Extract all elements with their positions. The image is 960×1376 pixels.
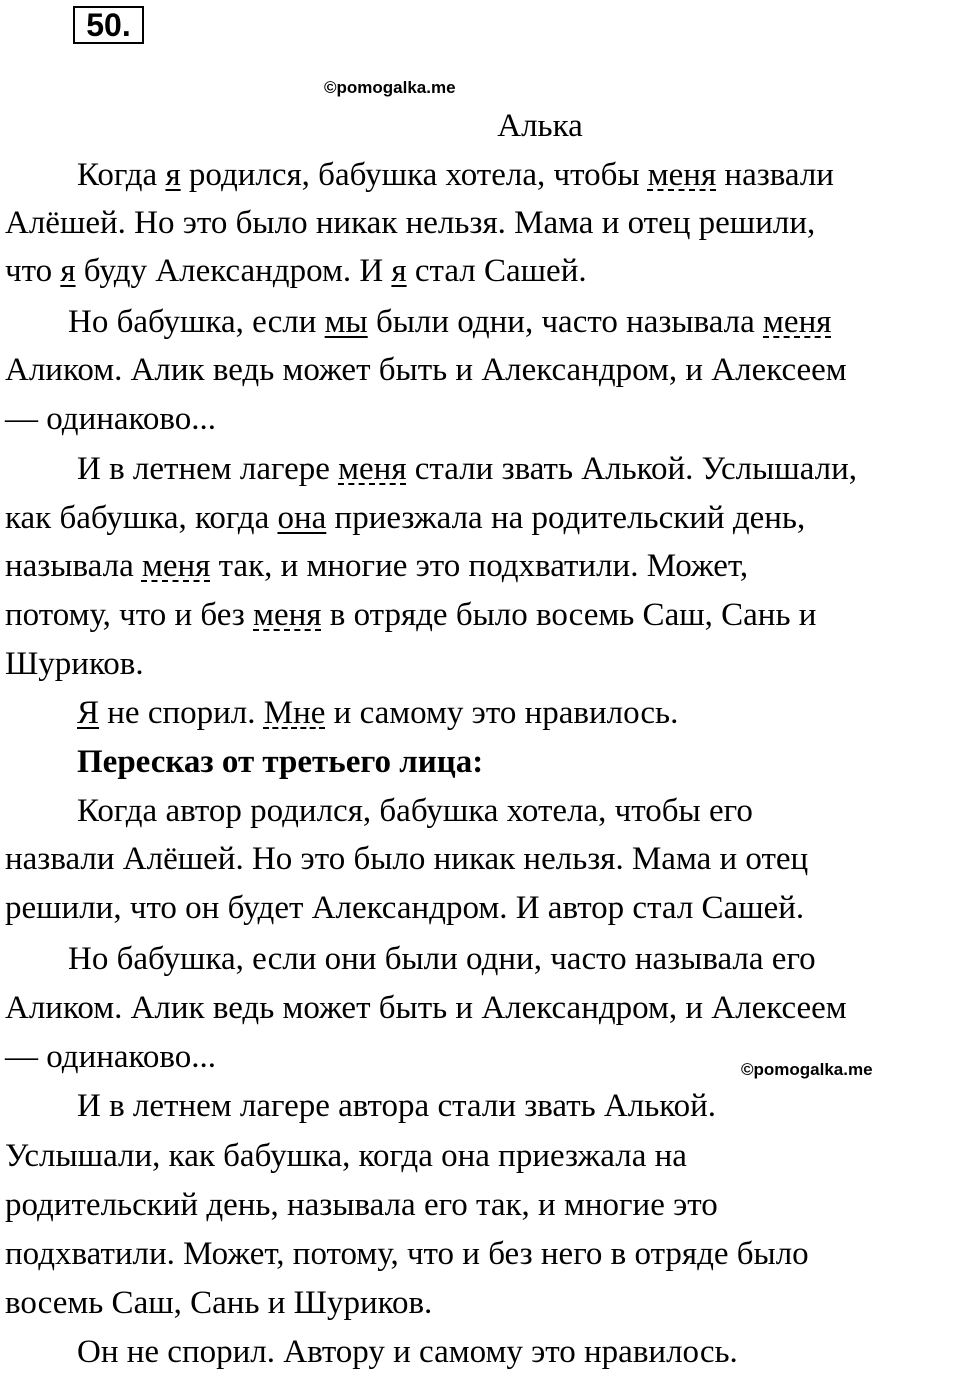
pronoun-object: меня	[141, 548, 211, 584]
pronoun-subject: мы	[324, 304, 368, 340]
text-line: Аликом. Алик ведь может быть и Александром, и Алексеем	[5, 352, 847, 388]
text-line: Аликом. Алик ведь может быть и Александром, и Алексеем	[5, 990, 847, 1026]
text-line: И в летнем лагере меня стали звать Алькой. Услышали,	[77, 451, 858, 487]
pronoun-subject: я	[165, 157, 181, 193]
text-line: подхватили. Может, потому, что и без него в отряде было	[5, 1236, 809, 1272]
text-line: назвали Алёшей. Но это было никак нельзя. Мама и отец	[5, 841, 809, 877]
text-line: И в летнем лагере автора стали звать Алькой.	[77, 1088, 717, 1124]
pronoun-object: Мне	[263, 695, 326, 731]
text-line: — одинаково...	[5, 1039, 217, 1075]
pronoun-object: меня	[338, 451, 407, 487]
retelling-heading: Пересказ от третьего лица:	[77, 744, 484, 780]
text-line: Услышали, как бабушка, когда она приезжала на	[5, 1138, 687, 1174]
text-line: Когда автор родился, бабушка хотела, чтобы его	[77, 793, 753, 829]
watermark: ©pomogalka.me	[741, 1060, 873, 1079]
text-line: Но бабушка, если они были одни, часто называла его	[68, 941, 816, 977]
text-line: Шуриков.	[5, 646, 144, 682]
text-line: — одинаково...	[5, 401, 217, 437]
pronoun-object: меня	[253, 597, 322, 633]
text-title: Алька	[497, 108, 583, 144]
text-line: родительский день, называла его так, и многие это	[5, 1187, 718, 1223]
pronoun-subject: я	[60, 253, 76, 289]
text-line: Когда я родился, бабушка хотела, чтобы меня назвали	[77, 157, 834, 193]
text-line: называла меня так, и многие это подхватили. Может,	[5, 548, 749, 584]
exercise-number: 50.	[73, 6, 144, 44]
text-line: потому, что и без меня в отряде было восемь Саш, Сань и	[5, 597, 817, 633]
text-line: как бабушка, когда она приезжала на родительский день,	[5, 500, 806, 536]
text-line: Но бабушка, если мы были одни, часто называла меня	[68, 304, 832, 340]
text-line: Он не спорил. Автору и самому это нравилось.	[77, 1334, 738, 1370]
text-line: решили, что он будет Александром. И автор стал Сашей.	[5, 890, 805, 926]
text-line: Я не спорил. Мне и самому это нравилось.	[77, 695, 679, 731]
text-line: восемь Саш, Сань и Шуриков.	[5, 1285, 433, 1321]
text-line: Алёшей. Но это было никак нельзя. Мама и отец решили,	[5, 205, 816, 241]
text-line: что я буду Александром. И я стал Сашей.	[5, 253, 587, 289]
pronoun-subject: она	[277, 500, 327, 536]
pronoun-object: меня	[763, 304, 832, 340]
watermark: ©pomogalka.me	[324, 78, 456, 97]
pronoun-object: меня	[647, 157, 717, 193]
pronoun-subject: я	[391, 253, 407, 289]
pronoun-subject: Я	[77, 695, 100, 731]
